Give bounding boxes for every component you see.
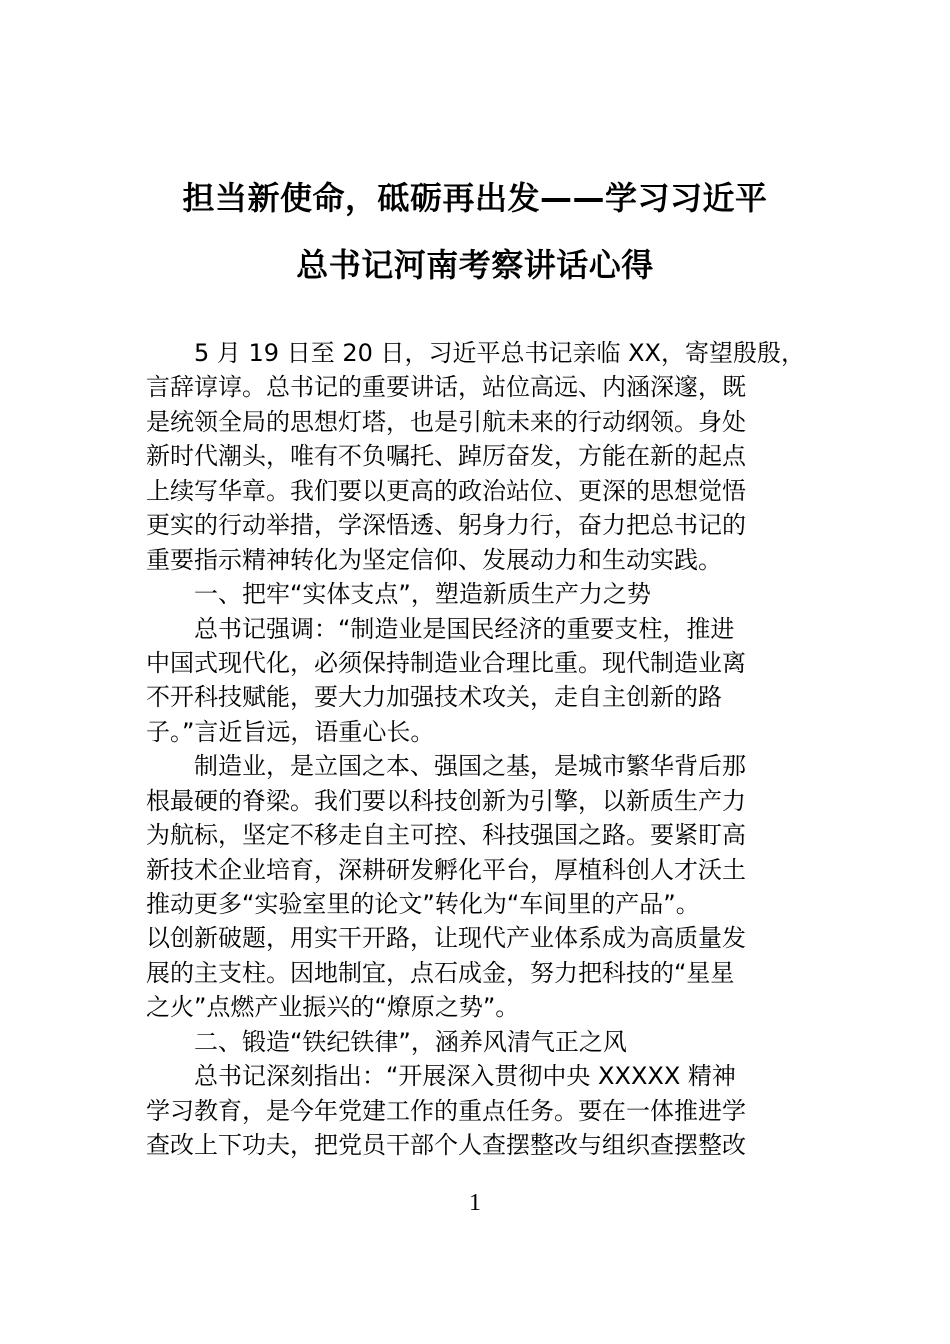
body-line: 总书记深刻指出：“开展深入贯彻中央 XXXXX 精神 (194, 1062, 736, 1091)
body-line: 新时代潮头，唯有不负嘱托、踔厉奋发，方能在新的起点 (146, 442, 746, 471)
body-line: 查改上下功夫，把党员干部个人查摆整改与组织查摆整改 (146, 1131, 746, 1160)
body-line: 中国式现代化，必须保持制造业合理比重。现代制造业离 (146, 648, 746, 677)
body-line: 子。”言近旨远，语重心长。 (146, 717, 435, 746)
body-line: 推动更多“实验室里的论文”转化为“车间里的产品”。 (146, 890, 700, 918)
document-body (146, 336, 808, 1163)
body-line: 总书记强调：“制造业是国民经济的重要支柱，推进 (194, 614, 735, 643)
document-title-line-1: 担当新使命，砥砺再出发——学习习近平 (182, 179, 768, 217)
body-line: 上续写华章。我们要以更高的政治站位、更深的思想觉悟 (146, 476, 746, 505)
body-line: 二、锻造“铁纪铁律”，涵养风清气正之风 (194, 1027, 627, 1056)
page-number: 1 (469, 1190, 481, 1216)
body-line: 5 月 19 日至 20 日，习近平总书记亲临 XX，寄望殷殷， (194, 339, 806, 367)
document-title-line-2: 总书记河南考察讲话心得 (296, 246, 654, 284)
body-line: 为航标，坚定不移走自主可控、科技强国之路。要紧盯高 (146, 821, 746, 850)
body-line: 新技术企业培育，深耕研发孵化平台，厚植科创人才沃土 (146, 855, 746, 884)
body-line: 一、把牢“实体支点”，塑造新质生产力之势 (194, 580, 651, 609)
body-line: 根最硬的脊梁。我们要以科技创新为引擎，以新质生产力 (146, 786, 746, 815)
body-line: 学习教育，是今年党建工作的重点任务。要在一体推进学 (146, 1096, 746, 1125)
body-line: 展的主支柱。因地制宜，点石成金，努力把科技的“星星 (146, 958, 735, 987)
body-line: 言辞谆谆。总书记的重要讲话，站位高远、内涵深邃，既 (146, 373, 746, 402)
body-line: 以创新破题，用实干开路，让现代产业体系成为高质量发 (146, 924, 746, 953)
body-line: 之火”点燃产业振兴的“燎原之势”。 (146, 993, 520, 1022)
body-line: 是统领全局的思想灯塔，也是引航未来的行动纲领。身处 (146, 407, 746, 436)
body-line: 制造业，是立国之本、强国之基，是城市繁华背后那 (194, 752, 746, 781)
body-line: 更实的行动举措，学深悟透、躬身力行，奋力把总书记的 (146, 511, 746, 540)
body-line: 不开科技赋能，要大力加强技术攻关，走自主创新的路 (146, 683, 722, 712)
body-line: 重要指示精神转化为坚定信仰、发展动力和生动实践。 (146, 545, 722, 574)
